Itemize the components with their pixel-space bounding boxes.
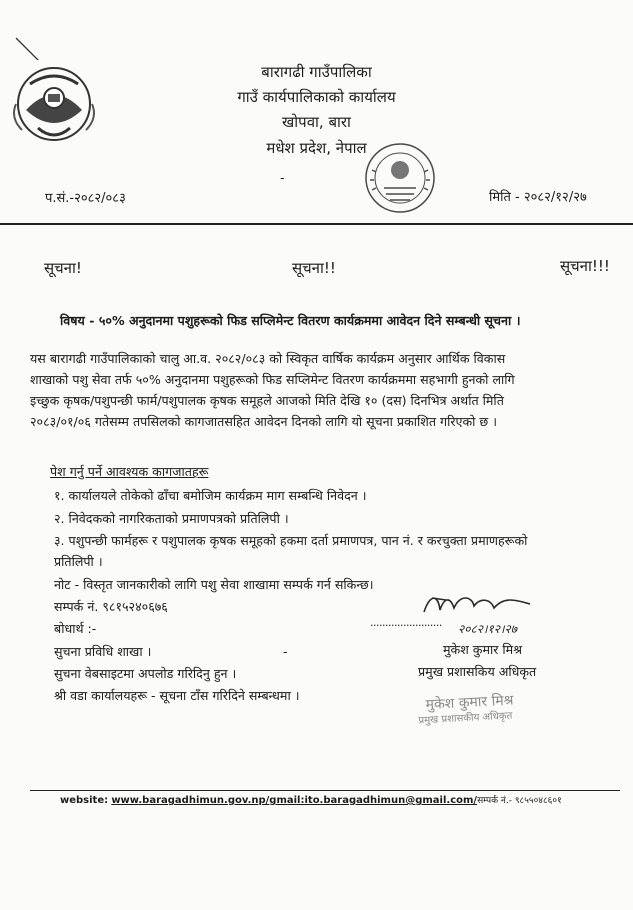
notice-heading-left: सूचना! — [44, 259, 82, 277]
footer-contact: सम्पर्क नं.- ९८५५०४८६०१ — [477, 796, 562, 806]
stamp-name: मुकेश कुमार मिश्र — [425, 692, 514, 714]
document-item: २. निवेदकको नागरिकताको प्रमाणपत्रको प्रतिलिपी । — [54, 511, 289, 526]
reference-number: प.सं.-२०८२/०८३ — [45, 191, 126, 206]
body-line: २०८३/०१/०६ गतेसम्म तपसिलको कागजातसहित आवेदन दिनको लागि यो सूचना प्रकाशित गरिएको छ । — [30, 414, 498, 429]
note: नोट - विस्तृत जानकारीको लागि पशु सेवा शाखामा सम्पर्क गर्न सकिन्छ। — [54, 577, 374, 592]
signature-dotted-line: ........................ — [370, 616, 442, 629]
document-item: ३. पशुपन्छी फार्महरू र पशुपालक कृषक समूहको हकमा दर्ता प्रमाणपत्र, पान नं. र करचुक्ता प्रमाणहरूको — [54, 533, 528, 548]
notice-heading-center: सूचना!! — [292, 259, 336, 277]
body-paragraph — [30, 348, 620, 432]
document-item: १. कार्यालयले तोकेको ढाँचा बमोजिम कार्यक्रम माग सम्बन्धि निवेदन । — [54, 488, 367, 503]
subject: विषय - ५०% अनुदानमा पशुहरूको फिड सप्लिमेन्ट वितरण कार्यक्रममा आवेदन दिने सम्बन्धी सूचना । — [60, 313, 521, 328]
cc-item: सुचना वेबसाइटमा अपलोड गरिदिनु हुन । — [54, 666, 237, 681]
cc-dash: - — [283, 644, 288, 659]
signature-date: २०८२।१२।२७ — [458, 622, 518, 636]
footer-label: website: — [60, 795, 109, 806]
notice-heading-right: सूचना!!! — [560, 257, 610, 275]
footer-divider — [30, 790, 620, 791]
footer-website-link[interactable]: www.baragadhimun.gov.np/gmail:ito.baragadhimun@gmail.com/ — [111, 795, 478, 806]
document-item-continued: प्रतिलिपी । — [54, 554, 103, 569]
header-line-2: गाउँ कार्यपालिकाको कार्यालय — [237, 88, 396, 106]
name-stamp — [417, 692, 514, 729]
header-line-4: मधेश प्रदेश, नेपाल — [266, 139, 367, 157]
body-line: यस बारागढी गाउँपालिकाको चालु आ.व. २०८२/०८३ को स्विकृत वार्षिक कार्यक्रम अनुसार आर्थिक विकास — [30, 351, 506, 366]
stamp-title: प्रमुख प्रशासकीय अधिकृत — [418, 710, 513, 727]
body-line: शाखाको पशु सेवा तर्फ ५०% अनुदानमा पशुहरूको फिड सप्लिमेन्ट वितरण कार्यक्रममा सहभागी हुनको लागि — [30, 372, 515, 387]
body-line: इच्छुक कृषक/पशुपन्छी फार्म/पशुपालक कृषक समूहले आजको मिति देखि १० (दस) दिनभित्र अर्थात मिति — [30, 393, 504, 408]
signatory-title: प्रमुख प्रशासकिय अधिकृत — [418, 664, 537, 679]
office-seal — [362, 140, 438, 216]
date: मिति - २०८२/१२/२७ — [489, 190, 587, 205]
header-divider — [0, 223, 633, 225]
signatory-name: मुकेश कुमार मिश्र — [443, 642, 523, 657]
footer — [60, 793, 562, 809]
cc-item: श्री वडा कार्यालयहरू - सूचना टाँस गरिदिने सम्बन्धमा । — [54, 688, 300, 703]
cc-item: सुचना प्रविधि शाखा । — [54, 644, 152, 659]
contact-number: सम्पर्क नं. ९८१५२४०६७६ — [54, 599, 168, 614]
header-line-3: खोपवा, बारा — [282, 113, 351, 131]
header-dash: - — [280, 170, 285, 185]
documents-heading: पेश गर्नु पर्ने आवश्यक कागजातहरू — [50, 464, 209, 479]
cc-heading: बोधार्थ :- — [54, 621, 97, 636]
header-line-1: बारागढी गाउँपालिका — [261, 63, 372, 81]
corner-scribble — [0, 0, 60, 60]
